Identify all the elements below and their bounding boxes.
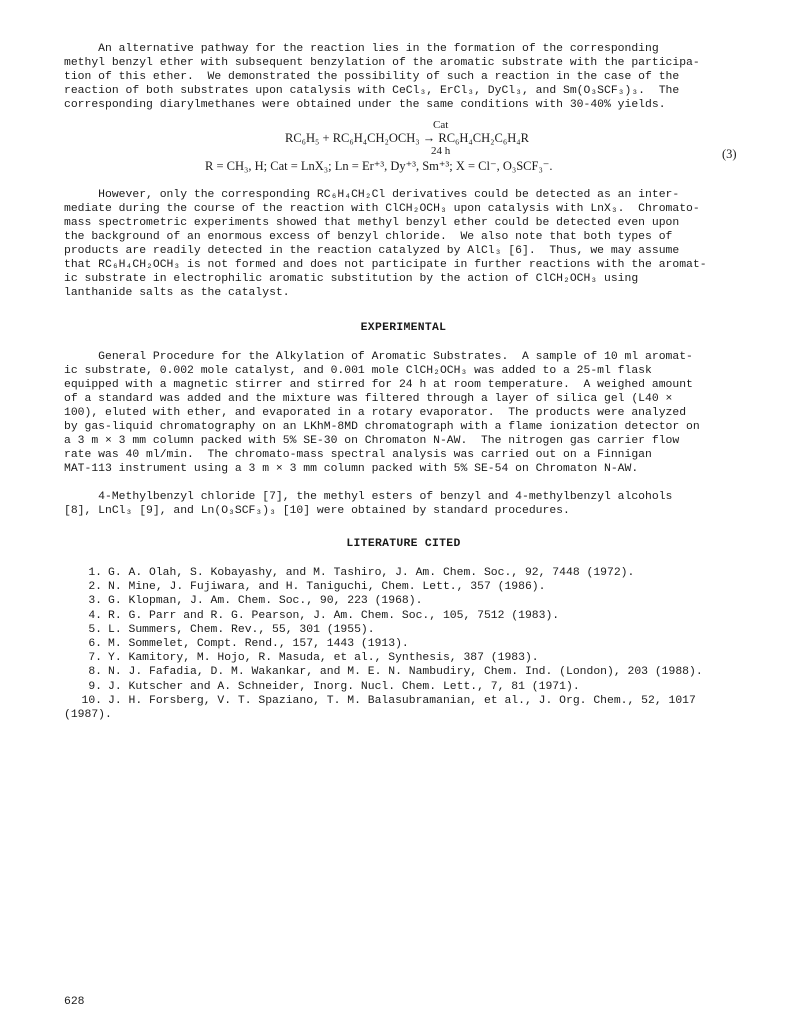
text-line: reaction of both substrates upon catalysis with CeCl₃, ErCl₃, DyCl₃, and Sm(O₃SCF₃)₃. The xyxy=(64,85,680,97)
reference-item xyxy=(64,694,764,708)
section-heading-literature-cited: LITERATURE CITED xyxy=(346,538,461,550)
text-line: corresponding diarylmethanes were obtained under the same conditions with 30-40% yields. xyxy=(64,99,666,111)
reference-text: M. Sommelet, Compt. Rend., 157, 1443 (1913). xyxy=(108,638,409,651)
text-line: tion of this ether. We demonstrated the possibility of such a reaction in the case of the xyxy=(64,71,680,83)
equation-number: (3) xyxy=(722,147,737,161)
paragraph-general-procedure xyxy=(64,350,754,476)
reference-number: 4. xyxy=(88,609,102,622)
reference-number: 3. xyxy=(88,595,102,608)
reference-item xyxy=(64,680,764,694)
reference-number: 1. xyxy=(88,567,102,579)
paragraph-standard-procedures xyxy=(64,490,754,518)
reference-item xyxy=(64,594,764,608)
equation-line-1: RC₆H₅ + RC₆H₄CH₂OCH₃ → RC₆H₄CH₂C₆H₄R xyxy=(285,131,529,145)
text-line: mediate during the course of the reaction with ClCH₂OCH₃ upon catalysis with LnX₃. Chromato- xyxy=(64,203,700,215)
text-line: methyl benzyl ether with subsequent benzylation of the aromatic substrate with the participa- xyxy=(64,57,700,69)
text-line: lanthanide salts as the catalyst. xyxy=(64,287,290,299)
text-line: that RC₆H₄CH₂OCH₃ is not formed and does not participate in further reactions with the aromat- xyxy=(64,259,707,271)
reference-number: 9. xyxy=(88,680,102,693)
reference-text: N. Mine, J. Fujiwara, and H. Taniguchi, Chem. Lett., 357 (1986). xyxy=(108,581,546,594)
reference-text: G. A. Olah, S. Kobayashy, and M. Tashiro, J. Am. Chem. Soc., 92, 7448 (1972). xyxy=(108,567,635,579)
reference-number: 10. xyxy=(81,694,102,707)
reference-item xyxy=(64,580,764,594)
reference-list xyxy=(64,566,764,722)
reference-item xyxy=(64,651,764,665)
text-line: General Procedure for the Alkylation of Aromatic Substrates. A sample of 10 ml aromat- xyxy=(64,351,693,363)
reference-item xyxy=(64,609,764,623)
reference-item xyxy=(64,566,764,580)
text-line: 4-Methylbenzyl chloride [7], the methyl esters of benzyl and 4-methylbenzyl alcohols xyxy=(64,491,673,503)
text-line: equipped with a magnetic stirrer and stirred for 24 h at room temperature. A weighed amount xyxy=(64,379,693,391)
text-line: An alternative pathway for the reaction lies in the formation of the corresponding xyxy=(64,43,659,55)
arrow-top-label: Cat xyxy=(433,119,449,131)
reference-item xyxy=(64,637,764,651)
reference-text: G. Klopman, J. Am. Chem. Soc., 90, 223 (1968). xyxy=(108,595,423,608)
reference-number: 6. xyxy=(88,638,102,651)
text-line: MAT-113 instrument using a 3 m × 3 mm column packed with 5% SE-54 on Chromaton N-AW. xyxy=(64,463,639,475)
text-line: products are readily detected in the reaction catalyzed by AlCl₃ [6]. Thus, we may assume xyxy=(64,245,680,257)
reference-item xyxy=(64,665,764,679)
reference-text: J. Kutscher and A. Schneider, Inorg. Nucl. Chem. Lett., 7, 81 (1971). xyxy=(108,680,580,693)
text-line: by gas-liquid chromatography on an LKhM-8MD chromatograph with a flame ionization detector on xyxy=(64,421,700,433)
section-heading-experimental: EXPERIMENTAL xyxy=(360,322,447,334)
reference-text: J. H. Forsberg, V. T. Spaziano, T. M. Balasubramanian, et al., J. Org. Chem., 52, 1017 xyxy=(108,694,696,707)
page-number: 628 xyxy=(64,996,85,1008)
paragraph-alternative-pathway xyxy=(64,42,754,112)
text-line: 100), eluted with ether, and evaporated in a rotary evaporator. The products were analyzed xyxy=(64,407,687,419)
equation-line-2: R = CH₃, H; Cat = LnX₃; Ln = Er⁺³, Dy⁺³, Sm⁺³; X = Cl⁻, O₃SCF₃⁻. xyxy=(205,159,553,173)
reference-text: Y. Kamitory, M. Hojo, R. Masuda, et al., Synthesis, 387 (1983). xyxy=(108,652,539,665)
reference-text: R. G. Parr and R. G. Pearson, J. Am. Chem. Soc., 105, 7512 (1983). xyxy=(108,609,560,622)
text-line: of a standard was added and the mixture was filtered through a layer of silica gel (L40 × xyxy=(64,393,673,405)
text-line: mass spectrometric experiments showed that methyl benzyl ether could be detected even upon xyxy=(64,217,680,229)
reference-text: N. J. Fafadia, D. M. Wakankar, and M. E. N. Nambudiry, Chem. Ind. (London), 203 (1988). xyxy=(108,666,703,679)
paragraph-however xyxy=(64,188,754,300)
reference-number: 7. xyxy=(88,652,102,665)
reference-item xyxy=(64,623,764,637)
reference-text: L. Summers, Chem. Rev., 55, 301 (1955). xyxy=(108,623,375,636)
arrow-bottom-label: 24 h xyxy=(431,145,451,157)
text-line: the background of an enormous excess of benzyl chloride. We also note that both types of xyxy=(64,231,673,243)
text-line: ic substrate, 0.002 mole catalyst, and 0.001 mole ClCH₂OCH₃ was added to a 25-ml flask xyxy=(64,365,652,377)
text-line: rate was 40 ml/min. The chromato-mass spectral analysis was carried out on a Finnigan xyxy=(64,449,652,461)
text-line: ic substrate in electrophilic aromatic substitution by the action of ClCH₂OCH₃ using xyxy=(64,273,639,285)
text-line: [8], LnCl₃ [9], and Ln(O₃SCF₃)₃ [10] were obtained by standard procedures. xyxy=(64,505,570,517)
text-line: a 3 m × 3 mm column packed with 5% SE-30 on Chromaton N-AW. The nitrogen gas carrier flow xyxy=(64,435,680,447)
reference-number: 5. xyxy=(88,623,102,636)
reference-continuation: (1987). xyxy=(64,709,112,722)
reference-number: 2. xyxy=(88,581,102,594)
text-line: However, only the corresponding RC₆H₄CH₂Cl derivatives could be detected as an inter- xyxy=(64,189,680,201)
reference-number: 8. xyxy=(88,666,102,679)
